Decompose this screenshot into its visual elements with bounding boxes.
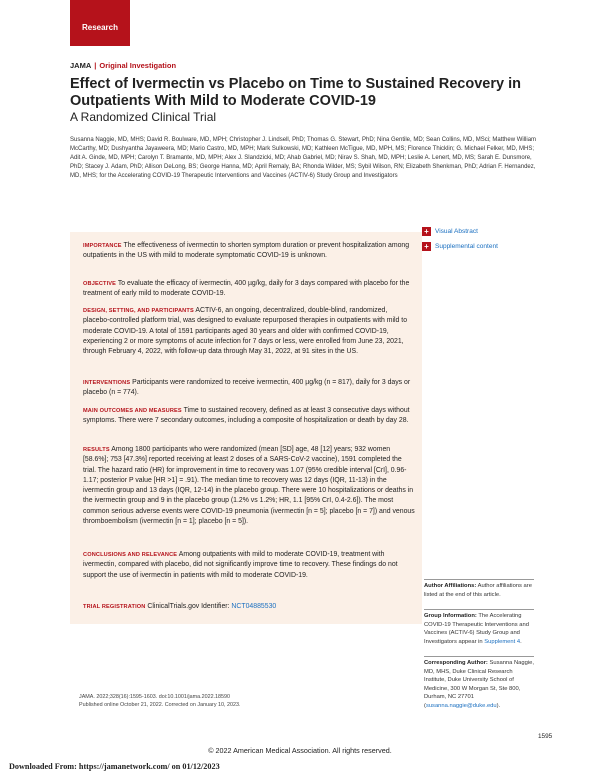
affiliations-label: Author Affiliations:	[424, 583, 477, 589]
abstract-text: ACTIV-6, an ongoing, decentralized, double-blind, randomized, placebo-controlled platform trial, was designed to evaluate repurposed therapies in outpatients with mild to moderate COVID-19. A total of 1591 participants aged 30 years and older with confirmed COVID-19, experiencing 2 or more symptoms of acute infection for 7 days or less, were enrolled from June 23, 2021, through February 4, 2022, with follow-up data through May 31, 2022, at 91 sites in the US.	[83, 307, 408, 356]
citation-line: JAMA. 2022;328(16):1595-1603. doi:10.1001/jama.2022.18590	[79, 694, 231, 700]
supplement-4-link[interactable]: Supplement 4	[484, 638, 521, 645]
group-text: The Accelerating COVID-19 Therapeutic Interventions and Vaccines (ACTIV-6) Study Group and Investigators appear in	[424, 613, 529, 645]
group-label: Group Information:	[424, 613, 477, 619]
supplemental-content-label: Supplemental content	[435, 243, 498, 250]
visual-abstract-link[interactable]	[422, 227, 478, 236]
abstract-design	[83, 306, 415, 357]
trial-registration-link[interactable]: NCT04885530	[231, 603, 277, 610]
citation-block	[79, 693, 379, 710]
section-tab-label: Research	[81, 23, 119, 32]
corresponding-text: Susanna Naggie, MD, MHS, Duke Clinical Research Institute, Duke University School of Medicine, 300 W Morgan St, Ste 800, Durham, NC 27701	[424, 660, 534, 701]
abstract-text: Participants were randomized to receive ivermectin, 400 µg/kg (n = 817), daily for 3 days or placebo (n = 774).	[83, 379, 411, 397]
abstract-heading: MAIN OUTCOMES AND MEASURES	[83, 408, 182, 414]
download-stamp: Downloaded From: https://jamanetwork.com/ on 01/12/2023	[9, 762, 220, 771]
affiliations-text: Author affiliations are listed at the end of this article.	[424, 583, 532, 598]
abstract-heading: DESIGN, SETTING, AND PARTICIPANTS	[83, 308, 194, 314]
abstract-registration	[83, 602, 415, 612]
abstract-objective	[83, 279, 415, 300]
article-subtitle: A Randomized Clinical Trial	[70, 110, 217, 124]
abstract-importance	[83, 241, 415, 262]
abstract-heading: OBJECTIVE	[83, 281, 117, 287]
journal-name: JAMA	[70, 61, 92, 70]
corresponding-label: Corresponding Author:	[424, 660, 488, 666]
abstract-heading: IMPORTANCE	[83, 243, 122, 249]
page-number: 1595	[538, 733, 553, 740]
copyright-notice: © 2022 American Medical Association. All rights reserved.	[208, 746, 392, 755]
abstract-text: The effectiveness of ivermectin to shorten symptom duration or prevent hospitalization among outpatients in the US with mild to moderate symptomatic COVID-19 is unknown.	[83, 242, 410, 260]
sidebar-divider	[424, 579, 534, 580]
sidebar-divider	[424, 656, 534, 657]
group-information-note: Group Information: The Accelerating COVID-19 Therapeutic Interventions and Vaccines (ACTIV-6) Study Group and Investigators appear in Supplement 4.	[424, 613, 529, 645]
abstract-text: Among 1800 participants who were randomized (mean [SD] age, 48 [12] years; 932 women [58.6%]; 753 [47.3%] reported receiving at least 2 doses of a SARS-CoV-2 vaccine), 1591 completed the trial. The hazard ratio (HR) for improvement in time to recovery was 1.07 (95% credible interval [CrI], 0.96-1.17; posterior P value [HR >1] = .91). The median time to recovery was 12 days (IQR, 11-13) in the ivermectin group and 13 days (IQR, 12-14) in the placebo group. There were 10 hospitalizations or deaths in the ivermectin group and 9 in the placebo group (1.2% vs 1.2%; HR, 1.1 [95% CrI, 0.4-2.6]). The most common serious adverse events were COVID-19 pneumonia (ivermectin [n = 5]; placebo [n = 7]) and venous thromboembolism (ivermectin [n = 1]; placebo [n = 5]).	[83, 446, 415, 526]
visual-abstract-label: Visual Abstract	[435, 228, 478, 235]
section-tab	[70, 0, 130, 46]
sidebar-divider	[424, 609, 534, 610]
supplemental-content-link[interactable]	[422, 242, 498, 251]
abstract-text: ClinicalTrials.gov Identifier:	[147, 603, 230, 610]
author-affiliations-note	[424, 582, 534, 599]
author-list: Susanna Naggie, MD, MHS; David R. Boulware, MD, MPH; Christopher J. Lindsell, PhD; Thomas G. Stewart, PhD; Nina Gentile, MD; Sean Collins, MD, MSci; Matthew William McCarthy, MD; Dushyantha Jayaweera, MD; Mario Castro, MD, MPH; Mark Sulkowski, MD; Kathleen McTigue, MD, MPH, MS; Florence Thicklin; G. Michael Felker, MD, MHS; Adit A. Ginde, MD, MPH; Carolyn T. Bramante, MD, MPH; Alex J. Slandzicki, MD; Ahab Gabriel, MD; Nirav S. Shah, MD, MPH; Leslie A. Lenert, MD, MS; Sarah E. Dunsmore, PhD; Stacey J. Adam, PhD; Allison DeLong, BS; George Hanna, MD; April Remaly, BA; Rhonda Wilder, MS; Sybil Wilson, RN; Elizabeth Shenkman, PhD; Adrian F. Hernandez, MD, MHS; for the Accelerating COVID-19 Therapeutic Interventions and Vaccines (ACTIV-6) Study Group and Investigators	[70, 137, 537, 180]
journal-line	[70, 61, 176, 70]
corresponding-email-link[interactable]: susanna.naggie@duke.edu	[425, 702, 497, 709]
plus-icon: +	[422, 242, 431, 251]
abstract-heading: INTERVENTIONS	[83, 380, 131, 386]
abstract-outcomes	[83, 406, 415, 427]
journal-separator: |	[94, 61, 97, 70]
abstract-heading: CONCLUSIONS AND RELEVANCE	[83, 552, 178, 558]
abstract-text: To evaluate the efficacy of ivermectin, 400 µg/kg, daily for 3 days compared with placebo for the treatment of early mild to moderate COVID-19.	[83, 280, 410, 298]
abstract-interventions	[83, 378, 415, 399]
abstract-heading: TRIAL REGISTRATION	[83, 604, 146, 610]
publication-history: Published online October 21, 2022. Corrected on January 10, 2023.	[79, 702, 241, 709]
corresponding-author-note: Corresponding Author: Susanna Naggie, MD, MHS, Duke Clinical Research Institute, Duke University School of Medicine, 300 W Morgan St, Ste 800, Durham, NC 27701 (susanna.naggie@duke.edu).	[424, 660, 534, 709]
abstract-text: Time to sustained recovery, defined as at least 3 consecutive days without symptoms. There were 7 secondary outcomes, including a composite of hospitalization or death by day 28.	[83, 407, 410, 425]
abstract-text: Among outpatients with mild to moderate COVID-19, treatment with ivermectin, compared with placebo, did not significantly improve time to recovery. These findings do not support the use of ivermectin in patients with mild to moderate COVID-19.	[83, 551, 398, 579]
abstract-heading: RESULTS	[83, 447, 110, 453]
abstract-conclusions	[83, 550, 415, 581]
plus-icon: +	[422, 227, 431, 236]
article-title: Effect of Ivermectin vs Placebo on Time to Sustained Recovery in Outpatients With Mild to Moderate COVID-19	[70, 76, 521, 109]
abstract-box	[70, 232, 422, 624]
article-type: Original Investigation	[99, 61, 177, 70]
abstract-results	[83, 445, 415, 527]
